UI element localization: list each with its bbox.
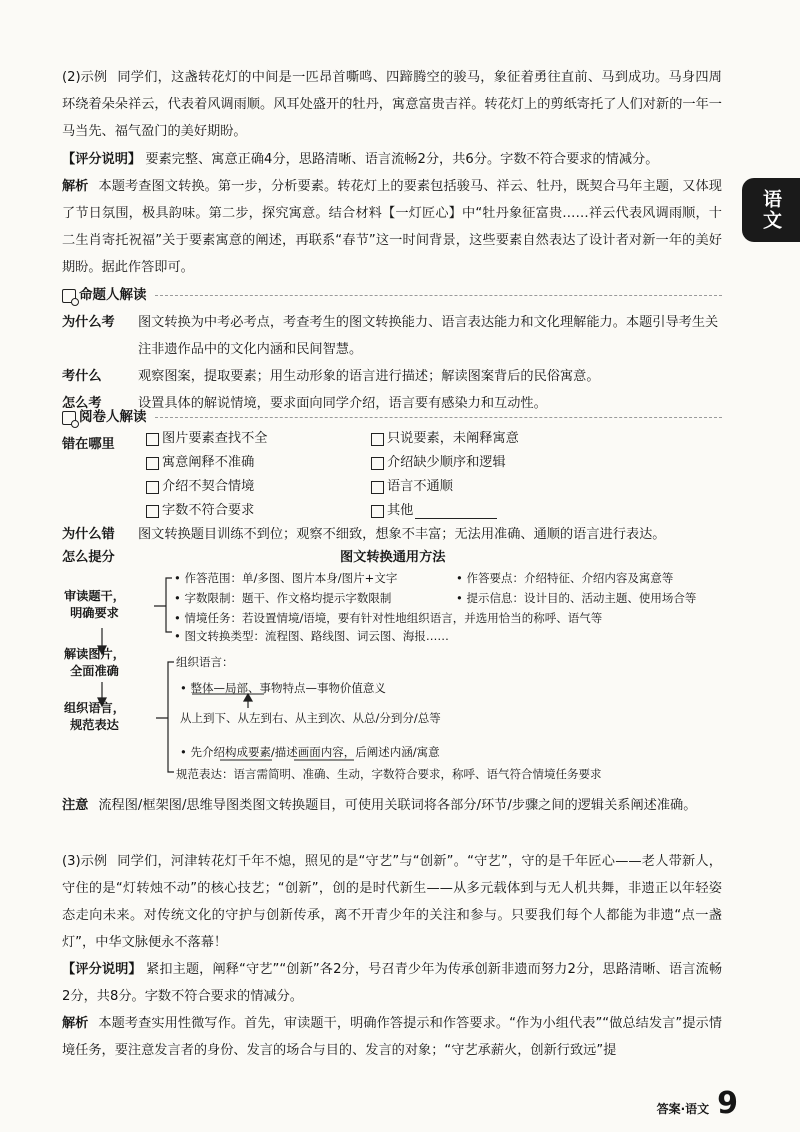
org-line-3: • 先介绍构成要素/描述画面内容，后阐述内涵/寓意 <box>180 745 440 759</box>
wrong-where-label: 错在哪里 <box>62 437 115 452</box>
score-text: 紧扣主题，阐释“守艺”“创新”各2分，号召青少年为传承创新非遗而努力2分，思路清晰、语言流畅2分，共8分。字数不符合要求的情减分。 <box>62 962 723 1004</box>
setter-title: 命题人解读 <box>79 287 147 303</box>
score-text: 要素完整、寓意正确4分，思路清晰、语言流畅2分，共6分。字数不符合要求的情减分。 <box>145 152 659 167</box>
analysis-text: 本题考查实用性微写作。首先，审读题干，明确作答提示和作答要求。“作为小组代表”“做总结发言”提示情境任务，要注意发言者的身份、发言的场合与目的、发言的对象；“守艺承薪火，创新行致远”提 <box>62 1016 722 1058</box>
note-label: 注意 <box>62 798 89 813</box>
divider <box>155 417 723 418</box>
setter-why-label: 为什么考 <box>62 315 115 330</box>
answer-2-example <box>62 64 722 145</box>
checklist-item[interactable]: 图片要素查找不全 <box>146 427 371 451</box>
subject-tab-label: 语文 <box>760 189 782 231</box>
analysis-label: 解析 <box>62 179 89 194</box>
setter-how-label: 怎么考 <box>62 396 102 411</box>
score-label: 【评分说明】 <box>62 152 142 167</box>
step-organize-language: 组织语言， 规范表达 <box>64 701 125 732</box>
answer-2-text: 同学们，这盏转花灯的中间是一匹昂首嘶鸣、四蹄腾空的骏马，象征着勇往直前、马到成功。马身四周环绕着朵朵祥云，代表着风调雨顺。风耳处盛开的牡丹，寓意富贵吉祥。转花灯上的剪纸寄托了人们对新的一年一马当先、福气盈门的美好期盼。 <box>62 70 722 139</box>
method-title: 图文转换通用方法 <box>340 550 446 565</box>
answer-3-analysis <box>62 1010 722 1064</box>
checklist-item[interactable]: 语言不通顺 <box>371 475 621 499</box>
checklist-item[interactable]: 字数不符合要求 <box>146 499 371 523</box>
setter-what-text: 观察图案，提取要素；用生动形象的语言进行描述；解读图案背后的民俗寓意。 <box>138 369 600 384</box>
step-read-image: 解读图片， 全面准确 <box>64 647 125 678</box>
req-points: • 作答要点：介绍特征、介绍内容及寓意等 <box>456 571 674 585</box>
answer-3-block <box>62 848 722 1064</box>
org-line-4: 规范表达：语言需简明、准确、生动，字数符合要求，称呼、语气符合情境任务要求 <box>176 767 602 781</box>
score-label: 【评分说明】 <box>62 962 142 977</box>
setter-section <box>62 282 722 417</box>
page-footer <box>657 1086 738 1121</box>
setter-heading <box>62 282 722 309</box>
checkbox-icon[interactable] <box>146 457 159 470</box>
answer-3-score <box>62 956 722 1010</box>
analysis-label: 解析 <box>62 1016 89 1031</box>
divider <box>155 295 723 296</box>
why-wrong-label: 为什么错 <box>62 527 115 542</box>
footer-label: 答案·语文 <box>656 1102 710 1116</box>
answer-2-score <box>62 146 722 173</box>
improve-label: 怎么提分 <box>62 550 115 565</box>
error-checklist <box>146 427 621 523</box>
setter-how-text: 设置具体的解说情境，要求面向同学介绍，语言要有感染力和互动性。 <box>138 396 547 411</box>
checklist-item[interactable]: 其他 <box>371 499 621 523</box>
checkbox-icon[interactable] <box>146 481 159 494</box>
checklist-item[interactable]: 介绍缺少顺序和逻辑 <box>371 451 621 475</box>
grader-title: 阅卷人解读 <box>79 409 147 425</box>
step-read-prompt: 审读题干， 明确要求 <box>64 589 125 620</box>
answer-3-lead: (3)示例 <box>62 854 108 869</box>
setter-what-row <box>62 363 722 390</box>
fill-blank-line <box>415 504 497 519</box>
interpret-icon <box>62 411 76 425</box>
answer-2-block <box>62 64 722 281</box>
checkbox-icon[interactable] <box>371 433 384 446</box>
answer-2-analysis <box>62 173 722 281</box>
checkbox-icon[interactable] <box>371 457 384 470</box>
improve-row <box>62 544 722 571</box>
why-wrong-text: 图文转换题目训练不到位；观察不细致，想象不丰富；无法用准确、通顺的语言进行表达。 <box>138 527 666 542</box>
checkbox-icon[interactable] <box>371 481 384 494</box>
req-hints: • 提示信息：设计目的、活动主题、使用场合等 <box>456 591 697 605</box>
answer-2-lead: (2)示例 <box>62 70 108 85</box>
answer-3-example <box>62 848 722 956</box>
req-situation: • 情境任务：若设置情境/语境，要有针对性地组织语言，并选用恰当的称呼、语气等 <box>174 611 603 625</box>
org-line-2: 从上到下、从左到右、从主到次、从总/分到分/总等 <box>180 711 441 725</box>
note-text: 注意 流程图/框架图/思维导图类图文转换题目，可使用关联词将各部分/环节/步骤之间的逻辑关系阐述准确。 <box>62 792 722 819</box>
req-types: • 图文转换类型：流程图、路线图、词云图、海报…… <box>174 629 449 643</box>
org-title: 组织语言： <box>176 655 234 669</box>
checklist-item[interactable]: 介绍不契合情境 <box>146 475 371 499</box>
setter-what-label: 考什么 <box>62 369 102 384</box>
note-block <box>62 792 722 819</box>
checkbox-icon[interactable] <box>146 505 159 518</box>
checkbox-icon[interactable] <box>371 505 384 518</box>
setter-why-text: 图文转换为中考必考点，考查考生的图文转换能力、语言表达能力和文化理解能力。本题引导考生关注非遗作品中的文化内涵和民间智慧。 <box>138 315 719 357</box>
req-scope: • 作答范围：单/多图、图片本身/图片+文字 <box>174 571 398 585</box>
interpret-icon <box>62 289 76 303</box>
page-number: 9 <box>717 1086 738 1121</box>
org-line-1: • 整体—局部、事物特点—事物价值意义 <box>180 681 386 695</box>
checklist-item[interactable]: 寓意阐释不准确 <box>146 451 371 475</box>
method-diagram <box>62 570 722 782</box>
checkbox-icon[interactable] <box>146 433 159 446</box>
setter-why-row <box>62 309 722 363</box>
subject-tab <box>742 178 800 242</box>
answer-3-text: 同学们，河津转花灯千年不熄，照见的是“守艺”与“创新”。“守艺”，守的是千年匠心——老人带新人，守住的是“灯转烛不动”的核心技艺；“创新”，创的是时代新生——从多元载体到与无人机共舞，非遗正以年轻姿态走向未来。对传统文化的守护与创新传承，离不开青少年的关注和参与。只要我们每个人都能为非遗“点一盏灯”，中华文脉便永不落幕！ <box>62 854 722 950</box>
req-word-limit: • 字数限制：题干、作文格均提示字数限制 <box>174 591 392 605</box>
checklist-item[interactable]: 只说要素，未阐释寓意 <box>371 427 621 451</box>
analysis-text: 本题考查图文转换。第一步，分析要素。转花灯上的要素包括骏马、祥云、牡丹，既契合马年主题，又体现了节日氛围，极具韵味。第二步，探究寓意。结合材料【一灯匠心】中“牡丹象征富贵……祥云代表风调雨顺，十二生肖寄托祝福”关于要素寓意的阐述，再联系“春节”这一时间背景，这些要素自然表达了设计者对新一年的美好期盼。据此作答即可。 <box>62 179 722 275</box>
